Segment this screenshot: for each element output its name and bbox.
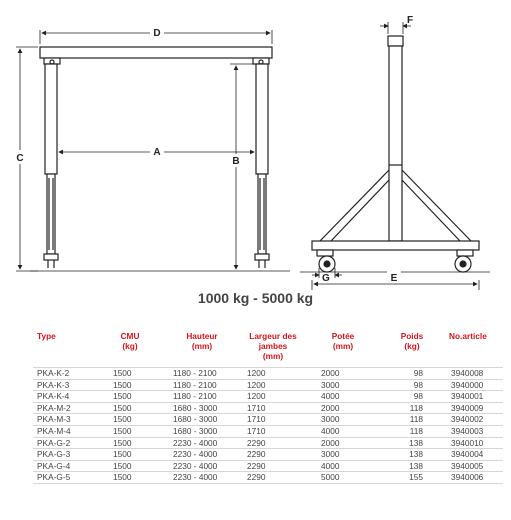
cell-largeur: 1200 <box>239 391 307 403</box>
cell-largeur: 2290 <box>239 460 307 472</box>
cell-hauteur: 2230 - 4000 <box>165 472 239 484</box>
table-row <box>33 414 503 426</box>
cell-cmu: 1500 <box>95 449 165 461</box>
cell-hauteur: 2230 - 4000 <box>165 460 239 472</box>
cell-poids: 98 <box>379 379 445 391</box>
cell-largeur: 1710 <box>239 402 307 414</box>
cell-poids: 118 <box>379 425 445 437</box>
cell-largeur: 2290 <box>239 437 307 449</box>
table-row <box>33 437 503 449</box>
cell-cmu: 1500 <box>95 402 165 414</box>
cell-poids: 98 <box>379 391 445 403</box>
cell-largeur: 1710 <box>239 425 307 437</box>
right-leg <box>256 64 268 174</box>
table-row <box>33 402 503 414</box>
cell-type: PKA-M-2 <box>33 402 95 414</box>
cell-potee: 4000 <box>307 425 379 437</box>
specification-table <box>33 329 503 484</box>
cell-article: 3940010 <box>445 437 503 449</box>
cell-cmu: 1500 <box>95 391 165 403</box>
cell-potee: 4000 <box>307 460 379 472</box>
table-row <box>33 460 503 472</box>
cell-potee: 5000 <box>307 472 379 484</box>
cell-poids: 98 <box>379 368 445 380</box>
header-article: No.article <box>449 331 487 341</box>
cell-cmu: 1500 <box>95 425 165 437</box>
cell-potee: 2000 <box>307 437 379 449</box>
cell-article: 3940000 <box>445 379 503 391</box>
cell-hauteur: 1680 - 3000 <box>165 402 239 414</box>
cell-type: PKA-G-2 <box>33 437 95 449</box>
side-upright <box>389 46 402 241</box>
cell-potee: 2000 <box>307 402 379 414</box>
cell-hauteur: 1680 - 3000 <box>165 414 239 426</box>
cell-hauteur: 1680 - 3000 <box>165 425 239 437</box>
cell-poids: 118 <box>379 402 445 414</box>
cell-potee: 4000 <box>307 391 379 403</box>
cell-article: 3940002 <box>445 414 503 426</box>
capacity-heading: 1000 kg - 5000 kg <box>197 290 314 306</box>
cell-hauteur: 1180 - 2100 <box>165 368 239 380</box>
dim-label-e: E <box>390 273 398 284</box>
cell-poids: 155 <box>379 472 445 484</box>
cell-article: 3940008 <box>445 368 503 380</box>
cell-largeur: 2290 <box>239 472 307 484</box>
dim-label-c: C <box>16 153 24 164</box>
table-row <box>33 368 503 380</box>
left-leg <box>45 64 57 174</box>
cell-poids: 138 <box>379 437 445 449</box>
table-header-row <box>33 329 503 368</box>
cell-largeur: 2290 <box>239 449 307 461</box>
cell-largeur: 1710 <box>239 414 307 426</box>
header-hauteur: Hauteur (mm) <box>186 331 218 351</box>
dim-label-a: A <box>153 147 161 158</box>
cell-article: 3940004 <box>445 449 503 461</box>
header-largeur: Largeur des jambes (mm) <box>249 331 297 361</box>
cell-type: PKA-K-2 <box>33 368 95 380</box>
cell-type: PKA-G-3 <box>33 449 95 461</box>
front-view <box>30 47 290 271</box>
cell-type: PKA-G-5 <box>33 472 95 484</box>
cell-article: 3940001 <box>445 391 503 403</box>
cell-article: 3940003 <box>445 425 503 437</box>
cell-poids: 138 <box>379 460 445 472</box>
cell-type: PKA-M-4 <box>33 425 95 437</box>
dim-label-b: B <box>232 156 240 167</box>
cell-potee: 3000 <box>307 414 379 426</box>
cell-potee: 2000 <box>307 368 379 380</box>
cell-article: 3940009 <box>445 402 503 414</box>
side-base <box>312 241 479 250</box>
cell-cmu: 1500 <box>95 460 165 472</box>
cell-hauteur: 1180 - 2100 <box>165 391 239 403</box>
dim-label-d: D <box>153 28 161 39</box>
table-row <box>33 379 503 391</box>
header-potee: Potée (mm) <box>331 331 355 351</box>
top-beam <box>40 47 272 58</box>
cell-hauteur: 2230 - 4000 <box>165 437 239 449</box>
table-row <box>33 425 503 437</box>
side-view <box>300 36 490 272</box>
dim-label-g: G <box>322 273 330 284</box>
cell-cmu: 1500 <box>95 472 165 484</box>
header-cmu: CMU (kg) <box>120 331 140 351</box>
cell-type: PKA-K-4 <box>33 391 95 403</box>
cell-type: PKA-K-3 <box>33 379 95 391</box>
cell-article: 3940005 <box>445 460 503 472</box>
cell-hauteur: 2230 - 4000 <box>165 449 239 461</box>
table-row <box>33 472 503 484</box>
cell-type: PKA-M-3 <box>33 414 95 426</box>
cell-hauteur: 1180 - 2100 <box>165 379 239 391</box>
header-type: Type <box>37 331 56 341</box>
cell-largeur: 1200 <box>239 368 307 380</box>
cell-cmu: 1500 <box>95 379 165 391</box>
cell-type: PKA-G-4 <box>33 460 95 472</box>
cell-poids: 138 <box>379 449 445 461</box>
cell-largeur: 1200 <box>239 379 307 391</box>
cell-cmu: 1500 <box>95 368 165 380</box>
cell-article: 3940006 <box>445 472 503 484</box>
cell-potee: 3000 <box>307 449 379 461</box>
cell-potee: 3000 <box>307 379 379 391</box>
table-row <box>33 449 503 461</box>
cell-poids: 118 <box>379 414 445 426</box>
header-poids: Poids (kg) <box>400 331 424 351</box>
cell-cmu: 1500 <box>95 437 165 449</box>
cell-cmu: 1500 <box>95 414 165 426</box>
dim-label-f: F <box>407 15 414 26</box>
table-row <box>33 391 503 403</box>
